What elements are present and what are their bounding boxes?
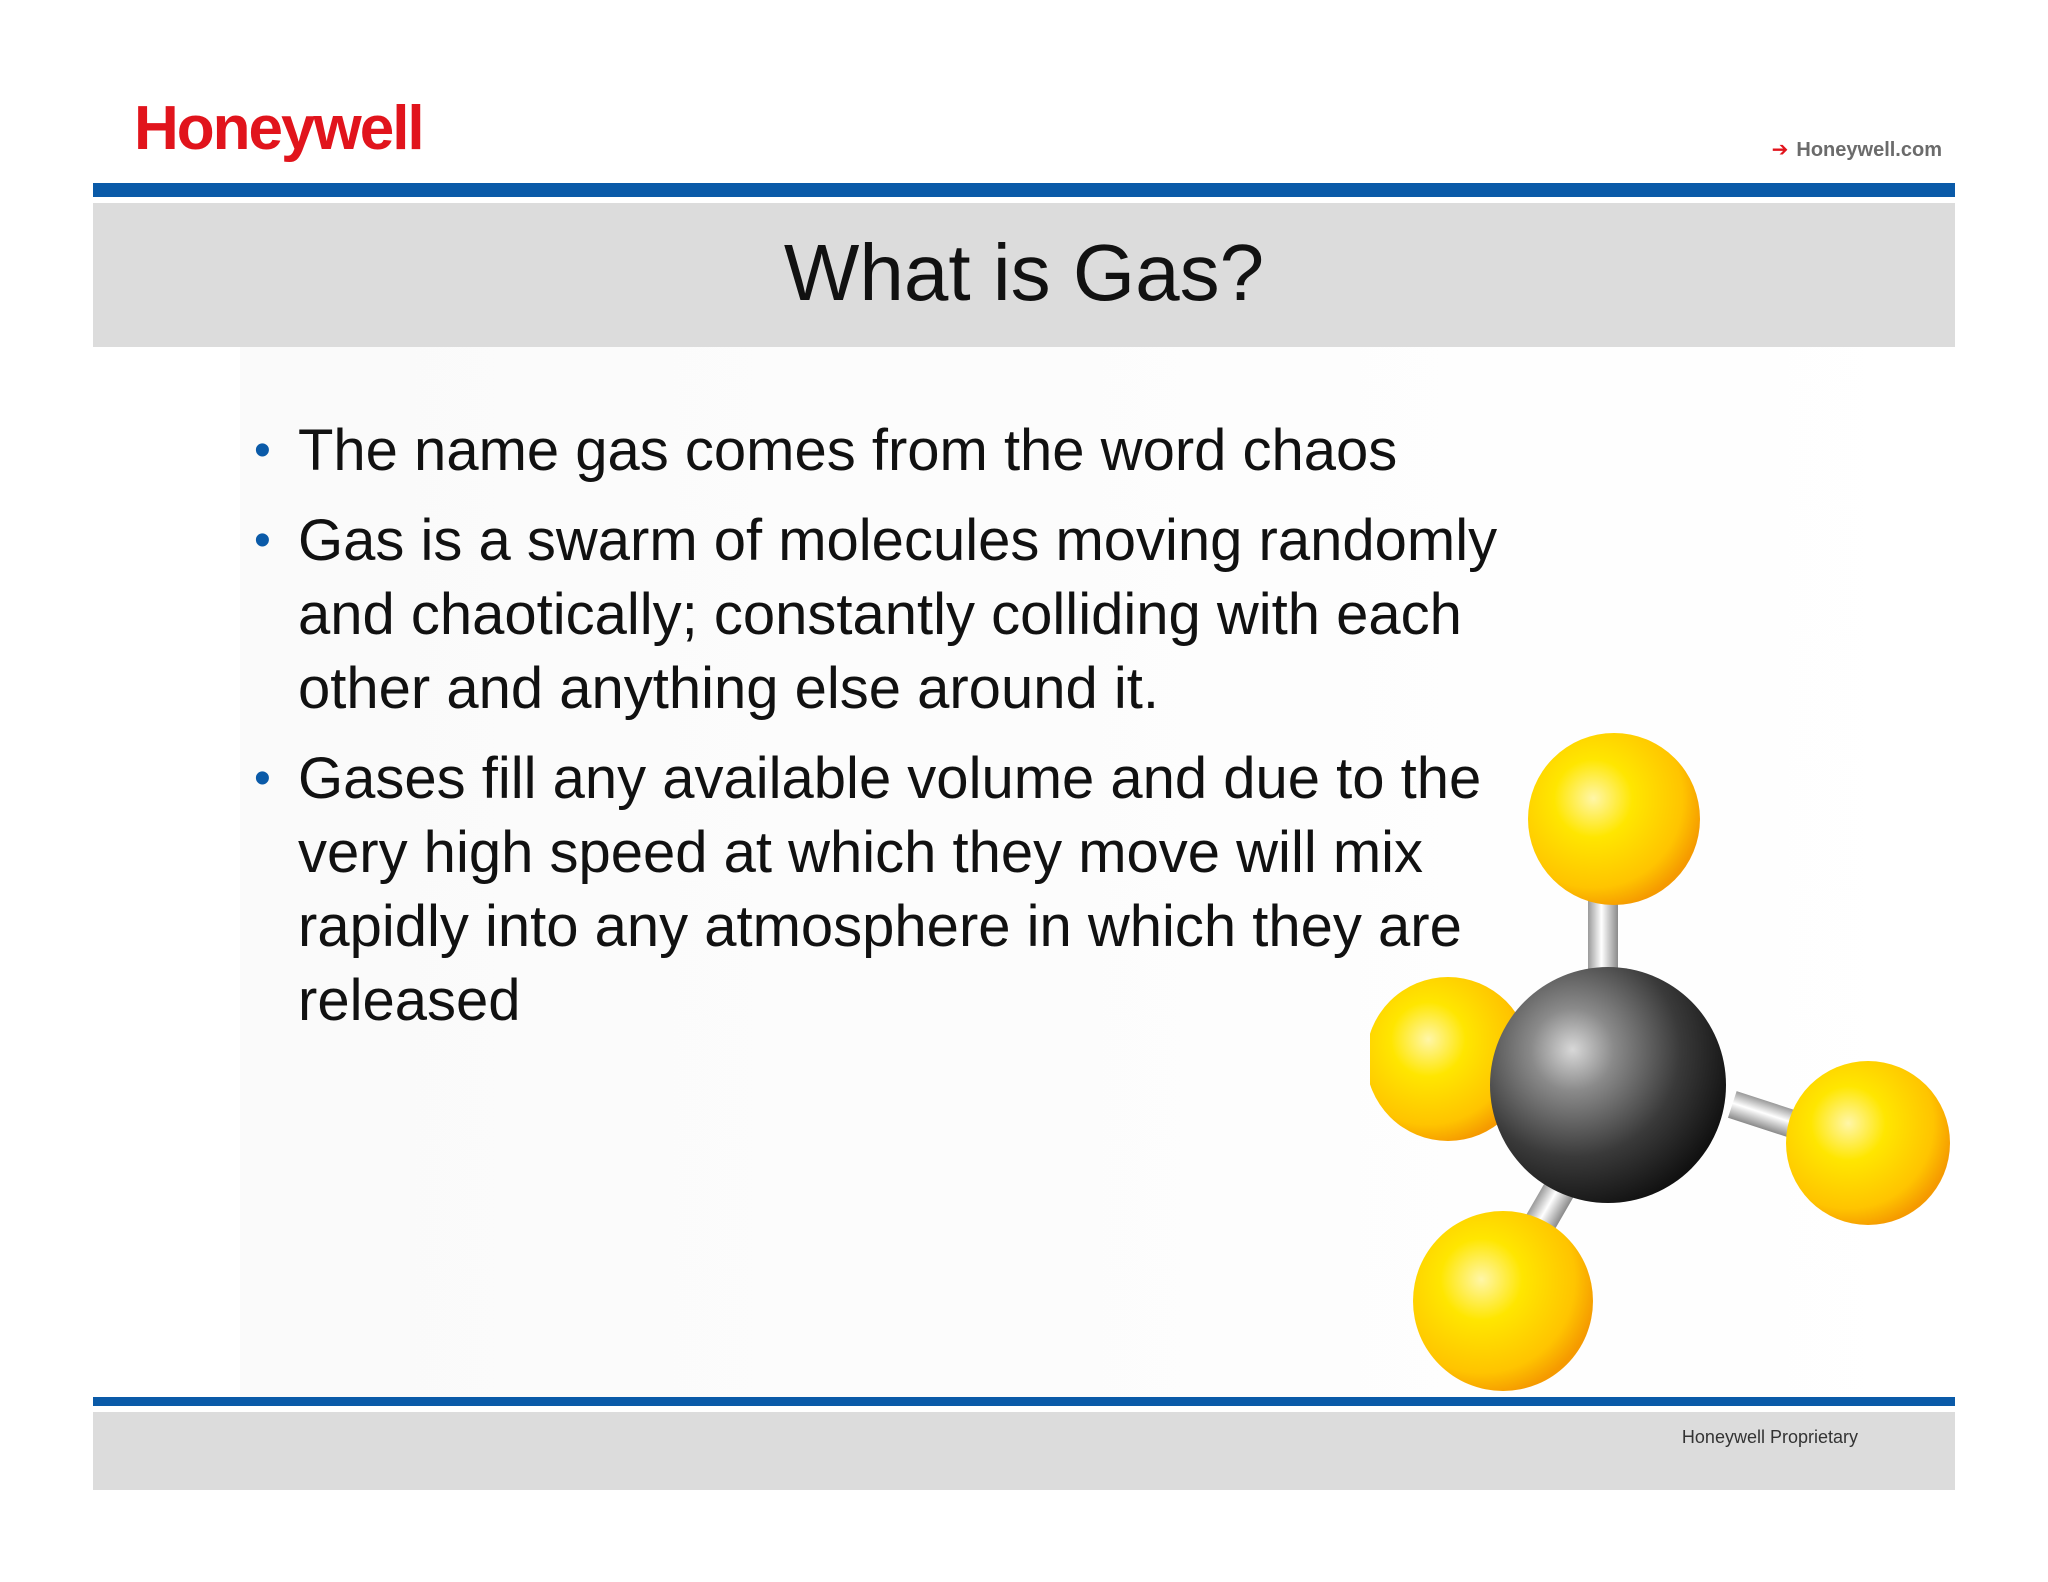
bullet-text: The name gas comes from the word chaos [298,418,1398,483]
bullet-item [250,414,1500,488]
hydrogen-atom-bottom [1413,1211,1593,1391]
footer-band [93,1412,1955,1490]
carbon-atom [1490,967,1726,1203]
proprietary-label: Honeywell Proprietary [1681,1427,1858,1447]
bullet-text: Gases fill any available volume and due to the very high speed at which they move will mix rapidly into any atmosphere in which they are released [298,746,1482,1033]
footer-divider [93,1397,1955,1406]
bullet-dot-icon: • [254,424,271,477]
methane-molecule-illustration [1370,725,1960,1395]
honeywell-logo: Honeywell [134,94,423,163]
bullet-dot-icon: • [254,514,271,567]
site-link-label: Honeywell.com [1796,139,1942,161]
slide-title: What is Gas? [783,228,1265,317]
bullet-list [250,414,1500,1054]
bullet-text: Gas is a swarm of molecules moving randomly and chaotically; constantly colliding with each other and anything else around it. [298,508,1498,721]
header-divider [93,183,1955,197]
bullet-dot-icon: • [254,752,271,805]
arrow-right-icon: ➔ [1771,137,1789,161]
bullet-item [250,504,1500,726]
honeywell-com-link[interactable] [1772,139,1942,160]
hydrogen-atom-top [1528,733,1700,905]
hydrogen-atom-right [1786,1061,1950,1225]
bullet-item [250,742,1500,1038]
title-band [93,203,1955,347]
